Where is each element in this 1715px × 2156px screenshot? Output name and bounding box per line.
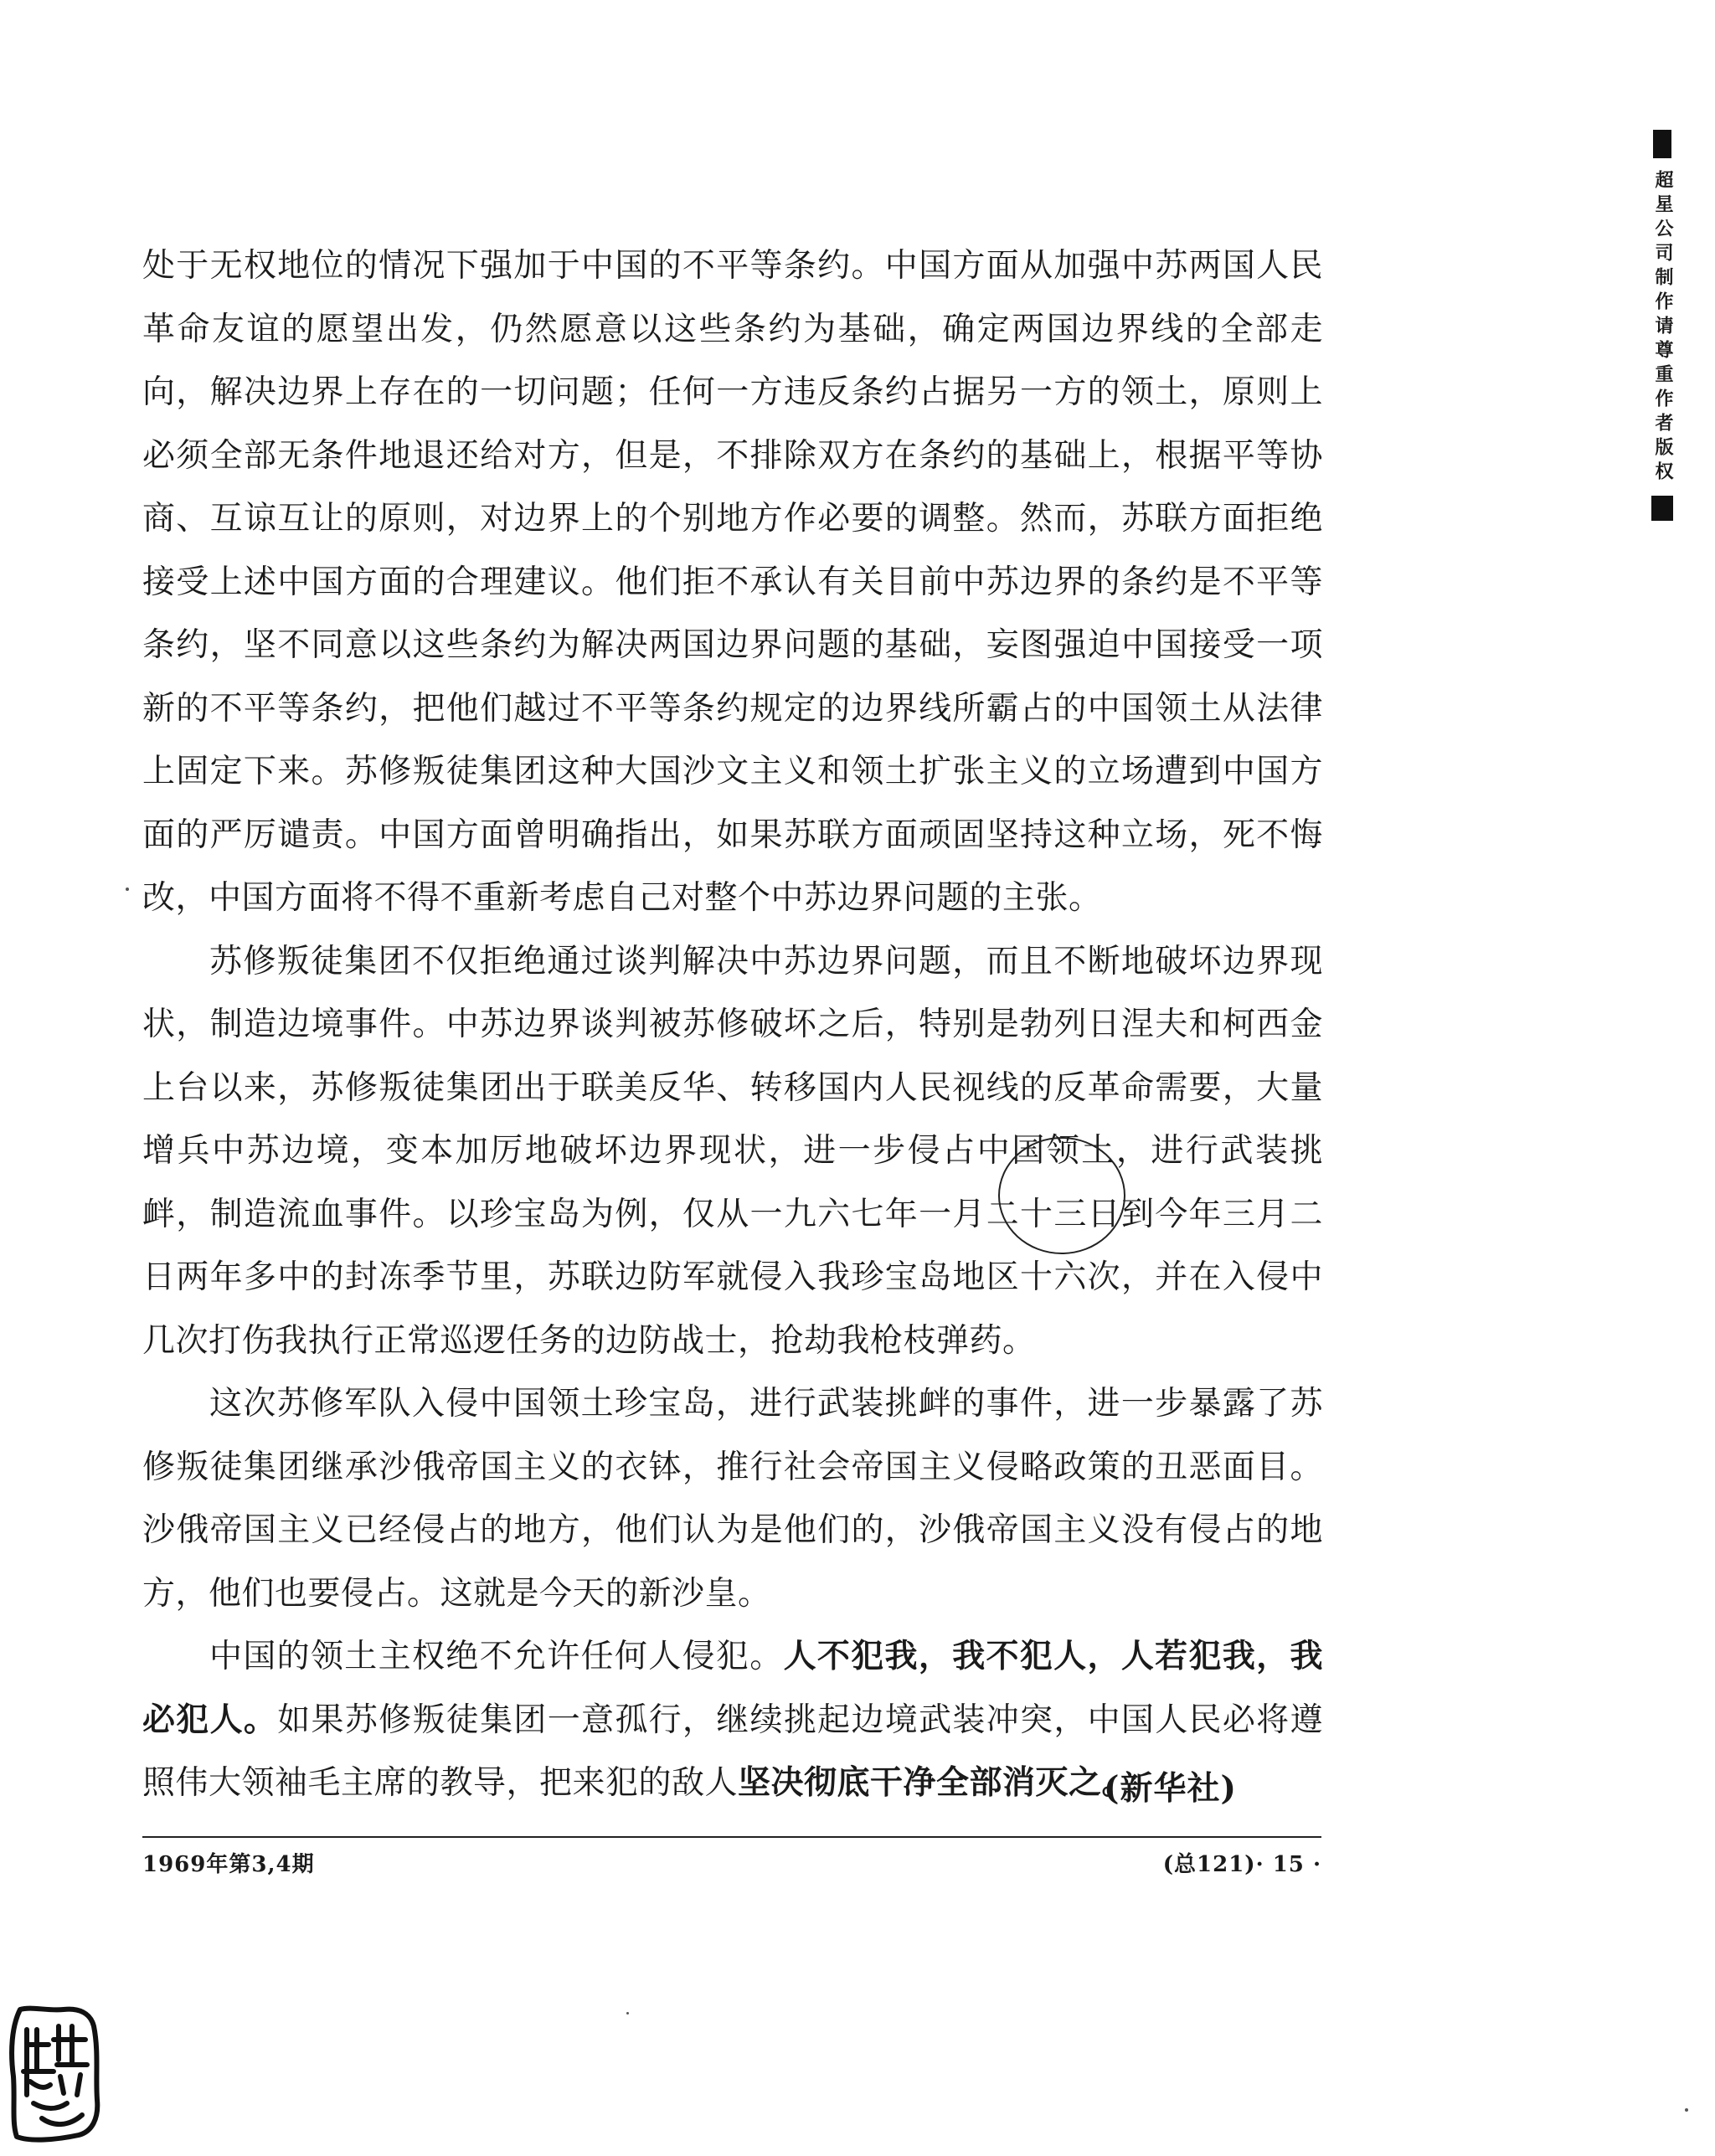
page-number: (总121)· 15 ·	[1162, 1852, 1321, 1877]
paragraph-4-closing-bold: 坚决彻底干净全部消灭之。	[738, 1763, 1136, 1802]
scan-speck	[1685, 2108, 1688, 2112]
issue-label: 1969年第3,4期	[142, 1852, 315, 1877]
paragraph-1-text: 处于无权地位的情况下强加于中国的不平等条约。中国方面从加强中苏两国人民革命友谊的愿望出发，仍然愿意以这些条约为基础，确定两国边界线的全部走向，解决边界上存在的一切问题；任何一方违反条约占据另一方的领土，原则上必须全部无条件地退还给对方，但是，不排除双方在条约的基础上，根据平等协商、互谅互让的原则，对边界上的个别地方作必要的调整。然而，苏联方面拒绝接受上述中国方面的合理建议。他们拒不承认有关目前中苏边界的条约是不平等条约，坚不同意以这些条约为解决两国边界问题的基础，妄图强迫中国接受一项新的不平等条约，把他们越过不平等条约规定的边界线所霸占的中国领土从法律上固定下来。苏修叛徒集团这种大国沙文主义和领土扩张主义的立场遭到中国方面的严厉谴责。中国方面曾明确指出，如果苏联方面顽固坚持这种立场，死不悔改，中国方面将不得不重新考虑自己对整个中苏边界问题的主张。	[142, 247, 1323, 917]
paragraph-4-text-a: 中国的领土主权绝不允许任何人侵犯。	[209, 1638, 784, 1675]
copyright-notice-text: 超星公司制作请尊重作者版权	[1652, 170, 1673, 486]
copyright-side-notice	[1641, 130, 1683, 521]
paragraph-1	[142, 234, 1323, 930]
paragraph-3	[142, 1372, 1323, 1625]
handwritten-circle-mark	[998, 1137, 1125, 1254]
footer-rule	[142, 1836, 1321, 1838]
paragraph-2	[142, 930, 1323, 1373]
article-body	[142, 234, 1323, 1815]
scan-speck	[626, 2012, 629, 2014]
library-seal-stamp	[5, 2001, 104, 2143]
paragraph-2-text: 苏修叛徒集团不仅拒绝通过谈判解决中苏边界问题，而且不断地破坏边界现状，制造边境事件。中苏边界谈判被苏修破坏之后，特别是勃列日涅夫和柯西金上台以来，苏修叛徒集团出于联美反华、转移国内人民视线的反革命需要，大量增兵中苏边境，变本加厉地破坏边界现状，进一步侵占中国领土，进行武装挑衅，制造流血事件。以珍宝岛为例，仅从一九六七年一月二十三日到今年三月二日两年多中的封冻季节里，苏联边防军就侵入我珍宝岛地区十六次，并在入侵中几次打伤我执行正常巡逻任务的边防战士，抢劫我枪枝弹药。	[142, 942, 1323, 1360]
scan-speck	[126, 888, 129, 891]
marker-bar-bottom	[1651, 496, 1673, 521]
paragraph-3-text: 这次苏修军队入侵中国领土珍宝岛，进行武装挑衅的事件，进一步暴露了苏修叛徒集团继承沙俄帝国主义的衣钵，推行社会帝国主义侵略政策的丑恶面目。沙俄帝国主义已经侵占的地方，他们认为是他们的，沙俄帝国主义没有侵占的地方，他们也要侵占。这就是今天的新沙皇。	[142, 1385, 1323, 1613]
news-source: (新华社)	[1104, 1769, 1237, 1808]
paragraph-4-quote-bold: 人不犯我，我不犯人，人若犯我，我必犯人。	[142, 1637, 1323, 1739]
paragraph-4-text-b: 如果苏修叛徒集团一意孤行，继续挑起边境武装冲突，中国人民必将遵照伟大领袖毛主席的教导，把来犯的敌人	[142, 1701, 1323, 1802]
marker-bar-top	[1653, 130, 1671, 158]
